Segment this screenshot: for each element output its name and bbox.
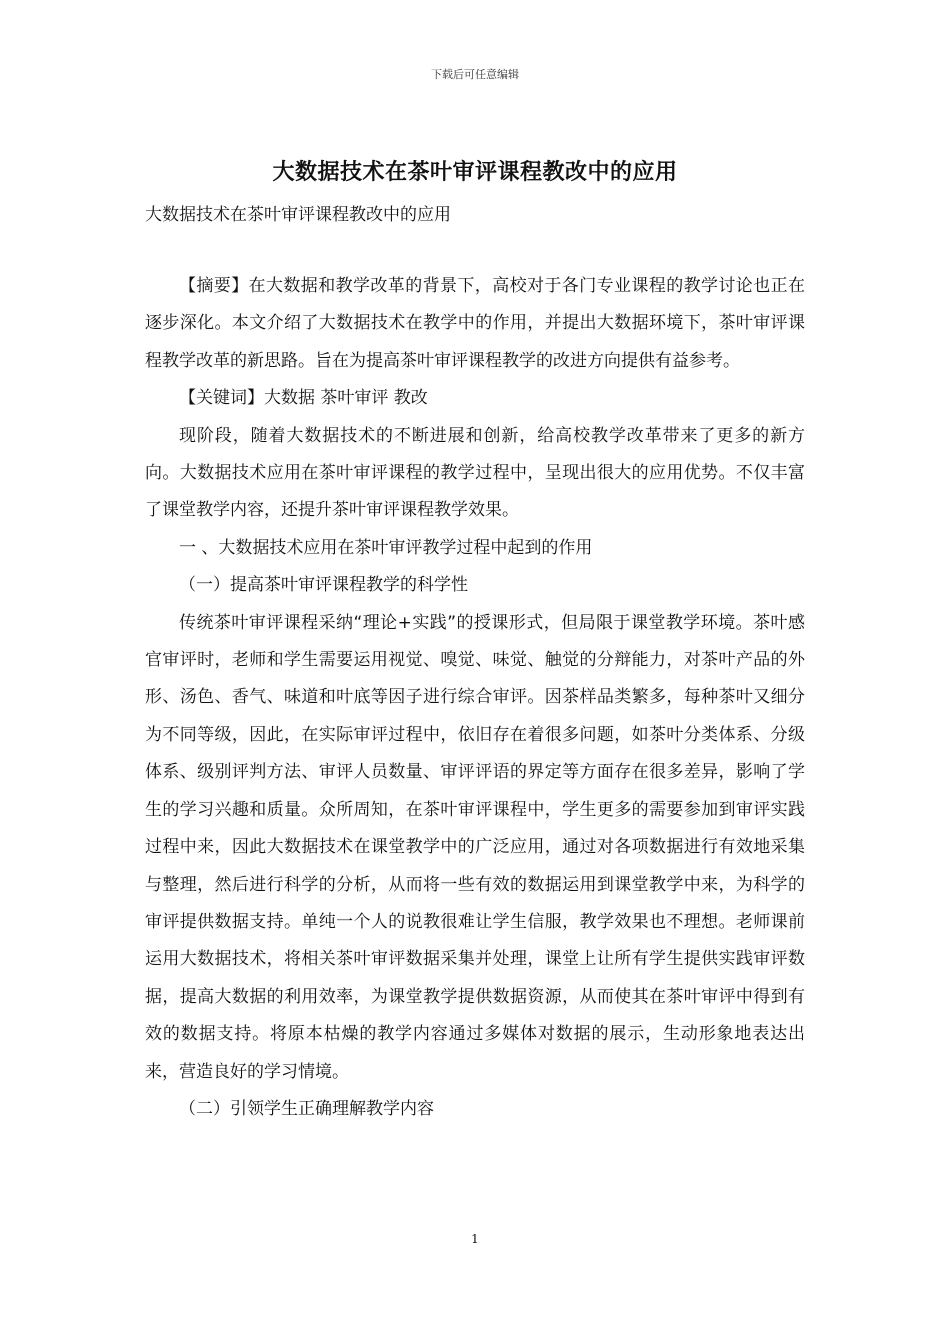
document-subtitle: 大数据技术在茶叶审评课程教改中的应用 bbox=[145, 205, 451, 225]
abstract-paragraph: 【摘要】在大数据和教学改革的背景下，高校对于各门专业课程的教学讨论也正在逐步深化。本文介绍了大数据技术在教学中的作用，并提出大数据环境下，茶叶审评课程教学改革的新思路。旨在为提高茶叶审评课程教学的改进方向提供有益参考。 bbox=[145, 276, 805, 371]
page-header-note: 下载后可任意编辑 bbox=[431, 68, 519, 81]
section-heading-1: 一 、大数据技术应用在茶叶审评教学过程中起到的作用 bbox=[179, 537, 593, 558]
subsection-heading-1: （一）提高茶叶审评课程教学的科学性 bbox=[179, 575, 468, 596]
document-body bbox=[145, 268, 805, 1128]
keywords-paragraph: 【关键词】大数据 茶叶审评 教改 bbox=[179, 388, 428, 409]
body-paragraph: 传统茶叶审评课程采纳“理论+实践”的授课形式，但局限于课堂教学环境。茶叶感官审评时，老师和学生需要运用视觉、嗅觉、味觉、触觉的分辩能力，对茶叶产品的外形、汤色、香气、味道和叶底等因子进行综合审评。因茶样品类繁多，每种茶叶又细分为不同等级，因此，在实际审评过程中，依旧存在着很多问题，如茶叶分类体系、分级体系、级别评判方法、审评人员数量、审评评语的界定等方面存在很多差异，影响了学生的学习兴趣和质量。众所周知，在茶叶审评课程中，学生更多的需要参加到审评实践过程中来，因此大数据技术在课堂教学中的广泛应用，通过对各项数据进行有效地采集与整理，然后进行科学的分析，从而将一些有效的数据运用到课堂教学中来，为科学的审评提供数据支持。单纯一个人的说教很难让学生信服，教学效果也不理想。老师课前运用大数据技术，将相关茶叶审评数据采集并处理，课堂上让所有学生提供实践审评数据，提高大数据的利用效率，为课堂教学提供数据资源，从而使其在茶叶审评中得到有效的数据支持。将原本枯燥的教学内容通过多媒体对数据的展示，生动形象地表达出来，营造良好的学习情境。 bbox=[145, 612, 805, 1082]
document-title: 大数据技术在茶叶审评课程教改中的应用 bbox=[272, 160, 678, 185]
intro-paragraph: 现阶段，随着大数据技术的不断进展和创新，给高校教学改革带来了更多的新方向。大数据技术应用在茶叶审评课程的教学过程中，呈现出很大的应用优势。不仅丰富了课堂教学内容，还提升茶叶审评课程教学效果。 bbox=[145, 425, 805, 521]
page-number: 1 bbox=[471, 1232, 479, 1246]
subsection-heading-2: （二）引领学生正确理解教学内容 bbox=[179, 1098, 434, 1119]
